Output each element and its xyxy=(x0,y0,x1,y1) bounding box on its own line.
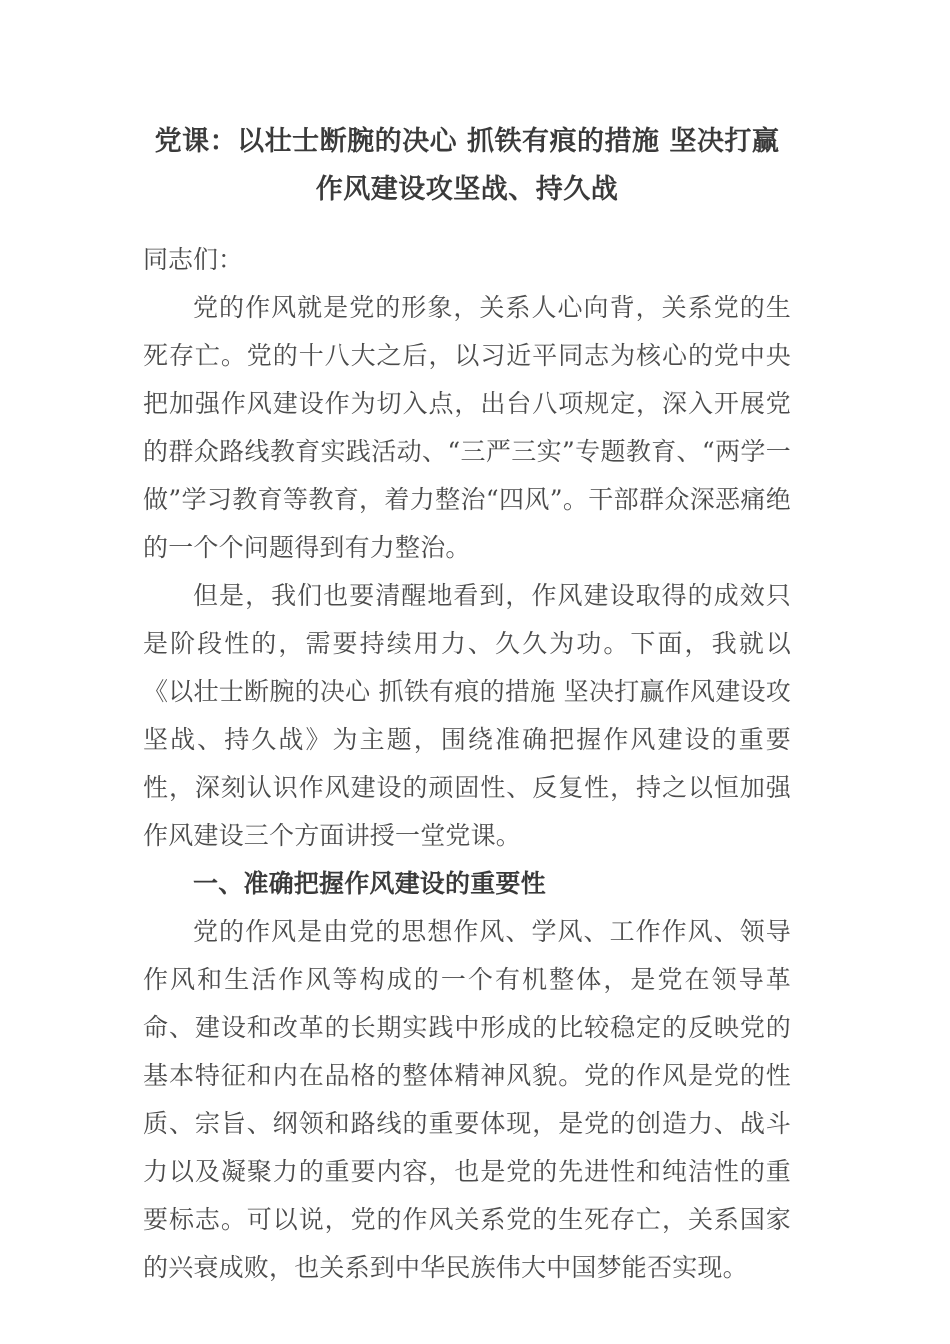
section-one-paragraph: 党的作风是由党的思想作风、学风、工作作风、领导作风和生活作风等构成的一个有机整体，是党在领导革命、建设和改革的长期实践中形成的比较稳定的反映党的基本特征和内在品格的整体精神风貌。党的作风是党的性质、宗旨、纲领和路线的重要体现，是党的创造力、战斗力以及凝聚力的重要内容，也是党的先进性和纯洁性的重要标志。可以说，党的作风关系党的生死存亡，关系国家的兴衰成败，也关系到中华民族伟大中国梦能否实现。 xyxy=(143,917,791,1282)
intro-paragraph: 党的作风就是党的形象，关系人心向背，关系党的生死存亡。党的十八大之后，以习近平同志为核心的党中央把加强作风建设作为切入点，出台八项规定，深入开展党的群众路线教育实践活动、“三严三实”专题教育、“两学一做”学习教育等教育，着力整治“四风”。干部群众深恶痛绝的一个个问题得到有力整治。 xyxy=(143,293,791,562)
topic-paragraph: 但是，我们也要清醒地看到，作风建设取得的成效只是阶段性的，需要持续用力、久久为功。下面，我就以《以壮士断腕的决心 抓铁有痕的措施 坚决打赢作风建设攻坚战、持久战》为主题，围绕准确把握作风建设的重要性，深刻认识作风建设的顽固性、反复性，持之以恒加强作风建设三个方面讲授一堂党课。 xyxy=(143,581,791,850)
section-heading-one: 一、准确把握作风建设的重要性 xyxy=(193,869,546,898)
page-title: 党课：以壮士断腕的决心 抓铁有痕的措施 坚决打赢作风建设攻坚战、持久战 xyxy=(154,126,780,205)
salutation: 同志们： xyxy=(143,245,244,274)
document-content-column xyxy=(143,0,791,1292)
